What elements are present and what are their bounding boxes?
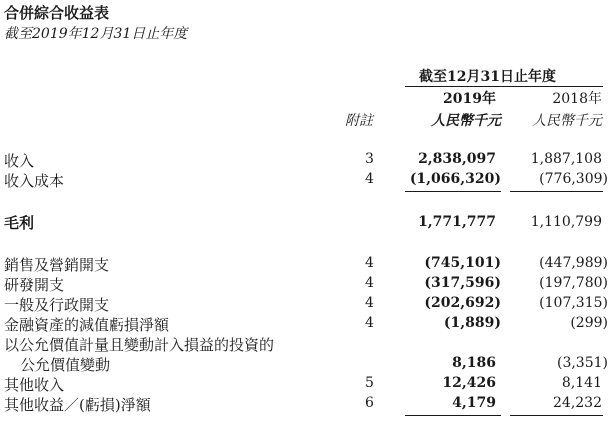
subtotal-rule-2019 [405,191,501,192]
statement-title: 合併綜合收益表 [4,4,110,22]
year-2018-header: 2018年 [552,91,602,107]
row-note: 4 [365,255,374,271]
row-label: 一般及行政開支 [4,296,110,314]
row-label: 毛利 [4,214,35,232]
statement-subtitle: 截至2019年12月31日止年度 [4,26,188,42]
row-value-2018: (107,315) [539,295,608,311]
row-note: 5 [365,375,374,391]
row-value-2018: (3,351) [556,355,608,371]
row-value-2019: (202,692) [424,295,501,311]
row-note: 4 [365,171,374,187]
header-rule [405,86,603,87]
row-value-2019: 8,186 [452,355,496,371]
row-value-2019: 4,179 [452,395,496,411]
row-label: 其他收入 [4,376,65,394]
row-note: 6 [365,395,374,411]
row-value-2019: (1,889) [443,315,501,331]
row-value-2018: (447,989) [539,255,608,271]
row-value-2018: (776,309) [539,171,608,187]
row-value-2019: (317,596) [424,275,501,291]
row-value-2019: (745,101) [424,255,501,271]
row-value-2018: 1,110,799 [530,214,602,230]
currency-2019-header: 人民幣千元 [431,113,501,129]
row-value-2019: 1,771,777 [418,214,496,230]
row-value-2018: 8,141 [561,375,602,391]
year-2019-header: 2019年 [443,91,496,107]
row-note: 4 [365,315,374,331]
row-note: 4 [365,295,374,311]
row-value-2019: 12,426 [442,375,496,391]
row-label: 公允價值變動 [20,356,111,374]
row-label: 以公允價值計量且變動計入損益的投資的 [4,336,275,354]
subtotal-rule-2018 [510,191,603,192]
note-column-header: 附註 [345,113,373,129]
row-label: 收入 [4,152,35,170]
row-value-2018: 24,232 [553,395,602,411]
row-label: 銷售及營銷開支 [4,256,110,274]
row-value-2019: (1,066,320) [409,171,501,187]
row-value-2018: (197,780) [539,275,608,291]
currency-2018-header: 人民幣千元 [532,113,602,129]
total-rule-2018 [510,415,603,416]
total-rule-2019 [405,415,501,416]
row-note: 3 [365,151,374,167]
row-label: 金融資產的減值虧損淨額 [4,316,170,334]
row-label: 其他收益／(虧損)淨額 [4,396,151,414]
period-header: 截至12月31日止年度 [419,69,556,85]
row-value-2018: 1,887,108 [530,151,602,167]
row-value-2018: (299) [570,315,608,331]
row-value-2019: 2,838,097 [418,151,496,167]
row-label: 研發開支 [4,276,65,294]
row-note: 4 [365,275,374,291]
row-label: 收入成本 [4,172,65,190]
